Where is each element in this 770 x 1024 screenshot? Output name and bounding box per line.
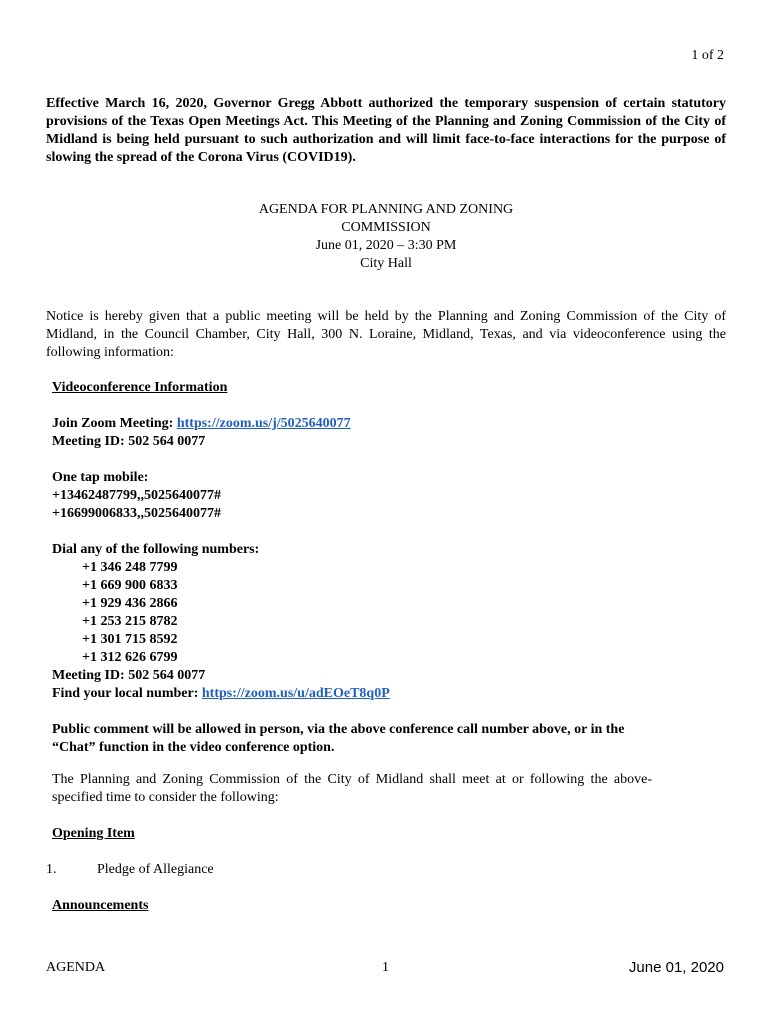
dial-number: +1 312 626 6799	[82, 650, 178, 665]
dial-number: +1 669 900 6833	[82, 578, 178, 593]
local-number-line	[52, 685, 652, 703]
dial-number: +1 346 248 7799	[82, 560, 178, 575]
public-comment-note: Public comment will be allowed in person, via the above conference call number above, or in the “Chat” function in the video conference option.	[52, 722, 625, 755]
footer-agenda-label: AGENDA	[46, 960, 106, 975]
videoconference-heading: Videoconference Information	[52, 380, 228, 395]
footer-date: June 01, 2020	[628, 959, 724, 976]
join-zoom-label: Join Zoom Meeting:	[52, 416, 177, 431]
consider-statement: The Planning and Zoning Commission of the City of Midland shall meet at or following the above-specified time to consider the following:	[52, 772, 652, 805]
covid-notice: Effective March 16, 2020, Governor Gregg Abbott authorized the temporary suspension of certain statutory provisions of the Texas Open Meetings Act. This Meeting of the Planning and Zoning Commission of the City of Midland is being held pursuant to such authorization and will limit face-to-face interactions for the purpose of slowing the spread of the Corona Virus (COVID19).	[46, 96, 726, 165]
dial-number: +1 929 436 2866	[82, 596, 178, 611]
agenda-item-text: Pledge of Allegiance	[97, 862, 214, 877]
page-footer	[46, 960, 726, 980]
agenda-title-block	[46, 201, 726, 273]
agenda-title-line1: AGENDA FOR PLANNING AND ZONING	[258, 202, 514, 217]
meeting-id: Meeting ID: 502 564 0077	[52, 434, 206, 449]
local-number-link[interactable]: https://zoom.us/u/adEOeT8q0P	[201, 686, 390, 701]
join-zoom-link[interactable]: https://zoom.us/j/5025640077	[176, 416, 351, 431]
opening-item-heading: Opening Item	[52, 826, 135, 841]
dial-label: Dial any of the following numbers:	[52, 542, 260, 557]
one-tap-number: +13462487799,,5025640077#	[52, 488, 221, 503]
agenda-title-line2: COMMISSION	[341, 220, 431, 235]
dial-number: +1 301 715 8592	[82, 632, 178, 647]
announcements-heading: Announcements	[52, 898, 149, 913]
meeting-date-time: June 01, 2020 – 3:30 PM	[315, 238, 457, 253]
meeting-notice-intro: Notice is hereby given that a public meeting will be held by the Planning and Zoning Commission of the City of Midland, in the Council Chamber, City Hall, 300 N. Loraine, Midland, Texas, and via videoconference using the following information:	[46, 309, 726, 360]
one-tap-number: +16699006833,,5025640077#	[52, 506, 221, 521]
agenda-item-number: 1.	[46, 862, 57, 877]
local-number-label: Find your local number:	[52, 686, 202, 701]
footer-page-number: 1	[382, 960, 389, 975]
dial-number: +1 253 215 8782	[82, 614, 178, 629]
page-indicator: 1 of 2	[691, 48, 724, 63]
agenda-item-1	[46, 861, 214, 879]
videoconference-section	[52, 379, 652, 757]
meeting-location: City Hall	[360, 256, 412, 271]
join-zoom-line	[52, 415, 652, 433]
meeting-id-repeat: Meeting ID: 502 564 0077	[52, 668, 206, 683]
one-tap-label: One tap mobile:	[52, 470, 149, 485]
